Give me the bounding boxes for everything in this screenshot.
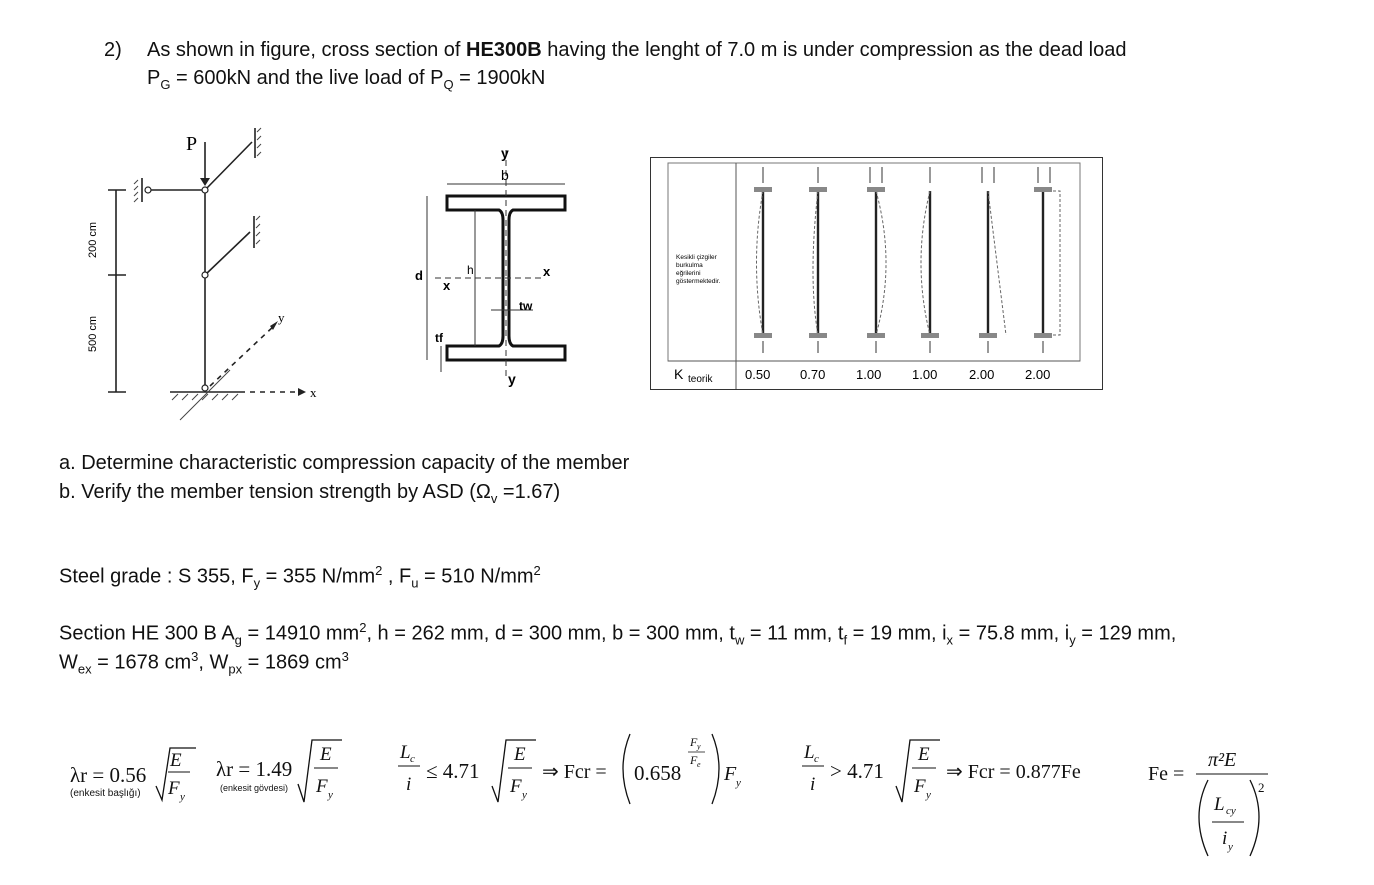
sec-f: = 129 mm, (1075, 622, 1177, 645)
pi2e: π²E (1208, 749, 1237, 771)
k-value-6: 2.00 (1025, 367, 1051, 382)
svg-text:y: y (328, 789, 333, 801)
k-value-3: 1.00 (856, 367, 882, 382)
y-top-label: y (501, 145, 509, 161)
omega-sub: v (490, 491, 498, 506)
steel-pre: Steel grade : S 355, F (59, 565, 254, 588)
sec-sup2: 2 (359, 620, 367, 635)
svg-text:y: y (1228, 841, 1233, 853)
pg-sub: G (160, 77, 171, 92)
sup-2b: 2 (533, 563, 541, 578)
b-label: b (501, 167, 509, 183)
question-a: a. Determine characteristic compression capacity of the member (59, 452, 630, 474)
svg-text:F: F (724, 763, 737, 785)
problem-text: As shown in figure, cross section of (147, 39, 467, 61)
fy-value: = 355 N/mm (260, 565, 376, 588)
svg-text:L: L (1214, 794, 1225, 815)
sec-pre: Section HE 300 B A (59, 622, 235, 645)
fu-pre: , F (382, 565, 412, 588)
column-figure (70, 120, 340, 430)
pg-label: P (147, 67, 161, 89)
table-note-1: Kesikli çizgiler (676, 254, 717, 261)
sec-d: = 19 mm, i (847, 622, 947, 645)
svg-text:L: L (400, 742, 411, 763)
svg-text:cy: cy (1226, 805, 1236, 817)
steel-grade-line (59, 557, 541, 598)
x-left-label: x (443, 278, 451, 293)
wex-sub: ex (77, 661, 92, 677)
svg-text:2: 2 (1258, 780, 1265, 795)
sec-b: , h = 262 mm, d = 300 mm, b = 300 mm, t (366, 622, 735, 645)
buckling-table (650, 157, 1103, 390)
svg-text:F: F (914, 776, 926, 797)
question-b-end: =1.67) (497, 481, 561, 503)
sec-e: = 75.8 mm, i (953, 622, 1070, 645)
iy-sub: y (1069, 632, 1076, 648)
tf-label: tf (435, 331, 443, 345)
i-section-figure (405, 140, 590, 395)
k-value-2: 0.70 (800, 367, 826, 382)
w-sup3: 3 (191, 649, 199, 664)
svg-text:y: y (926, 789, 931, 801)
fy-sub: y (253, 575, 261, 591)
fe-eq: Fe = (1148, 763, 1185, 785)
dim-200-label: 200 cm (87, 221, 99, 258)
fcr-2: ⇒ Fcr = 0.877Fe (946, 761, 1081, 783)
pq-value: = 1900kN (453, 67, 546, 89)
svg-text:E: E (514, 744, 526, 765)
svg-text:i: i (1222, 828, 1228, 849)
sec-c: = 11 mm, t (744, 622, 844, 645)
axis-y-label: y (278, 310, 285, 325)
k-label: K (674, 366, 684, 382)
tw-label: tw (519, 299, 533, 313)
svg-text:y: y (697, 742, 701, 751)
wpx-sub: px (228, 661, 243, 677)
web-note: (enkesit gövdesi) (220, 783, 289, 793)
w-b: , W (198, 651, 229, 674)
h-label: h (467, 263, 474, 277)
table-note-4: göstermektedir. (676, 278, 721, 285)
problem-line-1 (147, 36, 1126, 64)
svg-text:i: i (810, 774, 816, 795)
sup-2: 2 (375, 563, 383, 578)
svg-text:c: c (814, 753, 819, 765)
table-note-2: burkulma (676, 262, 703, 269)
y-bottom-label: y (508, 371, 516, 387)
svg-text:y: y (736, 777, 741, 789)
svg-text:F: F (168, 778, 180, 799)
svg-text:c: c (410, 753, 415, 765)
question-b (59, 478, 560, 513)
fcr-1: ⇒ Fcr = (542, 761, 607, 783)
load-label: P (186, 133, 198, 155)
svg-text:e: e (697, 760, 701, 769)
x-arrow-icon (298, 388, 306, 396)
dim-500-label: 500 cm (87, 315, 99, 352)
k-value-1: 0.50 (745, 367, 771, 382)
axis-x-label: x (310, 385, 317, 400)
lambda-flange: λr = 0.56 (70, 763, 147, 787)
w-a: = 1678 cm (91, 651, 192, 674)
cond1-coef: ≤ 4.71 (426, 759, 480, 783)
svg-text:F: F (690, 735, 698, 749)
d-label: d (415, 268, 423, 283)
svg-text:F: F (316, 776, 328, 797)
base-0658: 0.658 (634, 761, 682, 785)
section-name: HE300B (466, 39, 542, 61)
section-line-2 (59, 643, 349, 684)
flange-note: (enkesit başlığı) (70, 788, 141, 799)
pg-value: = 600kN and the live load of P (170, 67, 444, 89)
w-sup3b: 3 (341, 649, 349, 664)
w-c: = 1869 cm (242, 651, 342, 674)
k-sub: teorik (688, 374, 713, 385)
svg-text:E: E (170, 750, 182, 771)
sec-a: = 14910 mm (241, 622, 360, 645)
k-value-4: 1.00 (912, 367, 938, 382)
x-right-label: x (543, 264, 551, 279)
table-note-3: eğrilerini (676, 270, 701, 277)
load-arrow-icon (200, 178, 210, 186)
svg-text:F: F (690, 753, 698, 767)
formula-row (60, 728, 1310, 868)
svg-text:E: E (918, 744, 930, 765)
lambda-web: λr = 1.49 (216, 757, 293, 781)
problem-line-2 (147, 64, 545, 99)
tf-sub: f (843, 632, 848, 648)
svg-text:E: E (320, 744, 332, 765)
fu-sub: u (411, 575, 419, 591)
svg-text:y: y (180, 791, 185, 803)
svg-text:y: y (522, 789, 527, 801)
fu-value: = 510 N/mm (418, 565, 534, 588)
problem-number: 2) (104, 39, 122, 61)
k-value-5: 2.00 (969, 367, 995, 382)
svg-text:L: L (804, 742, 815, 763)
ag-sub: g (234, 632, 242, 648)
w-pre: W (59, 651, 78, 674)
cond2-coef: > 4.71 (830, 759, 884, 783)
problem-text-end: having the lenght of 7.0 m is under compression as the dead load (541, 39, 1127, 61)
svg-text:F: F (510, 776, 522, 797)
svg-text:i: i (406, 774, 412, 795)
tw-sub: w (734, 632, 745, 648)
pq-sub: Q (443, 77, 454, 92)
question-b-text: b. Verify the member tension strength by ASD (Ω (59, 481, 491, 503)
ix-sub: x (946, 632, 954, 648)
